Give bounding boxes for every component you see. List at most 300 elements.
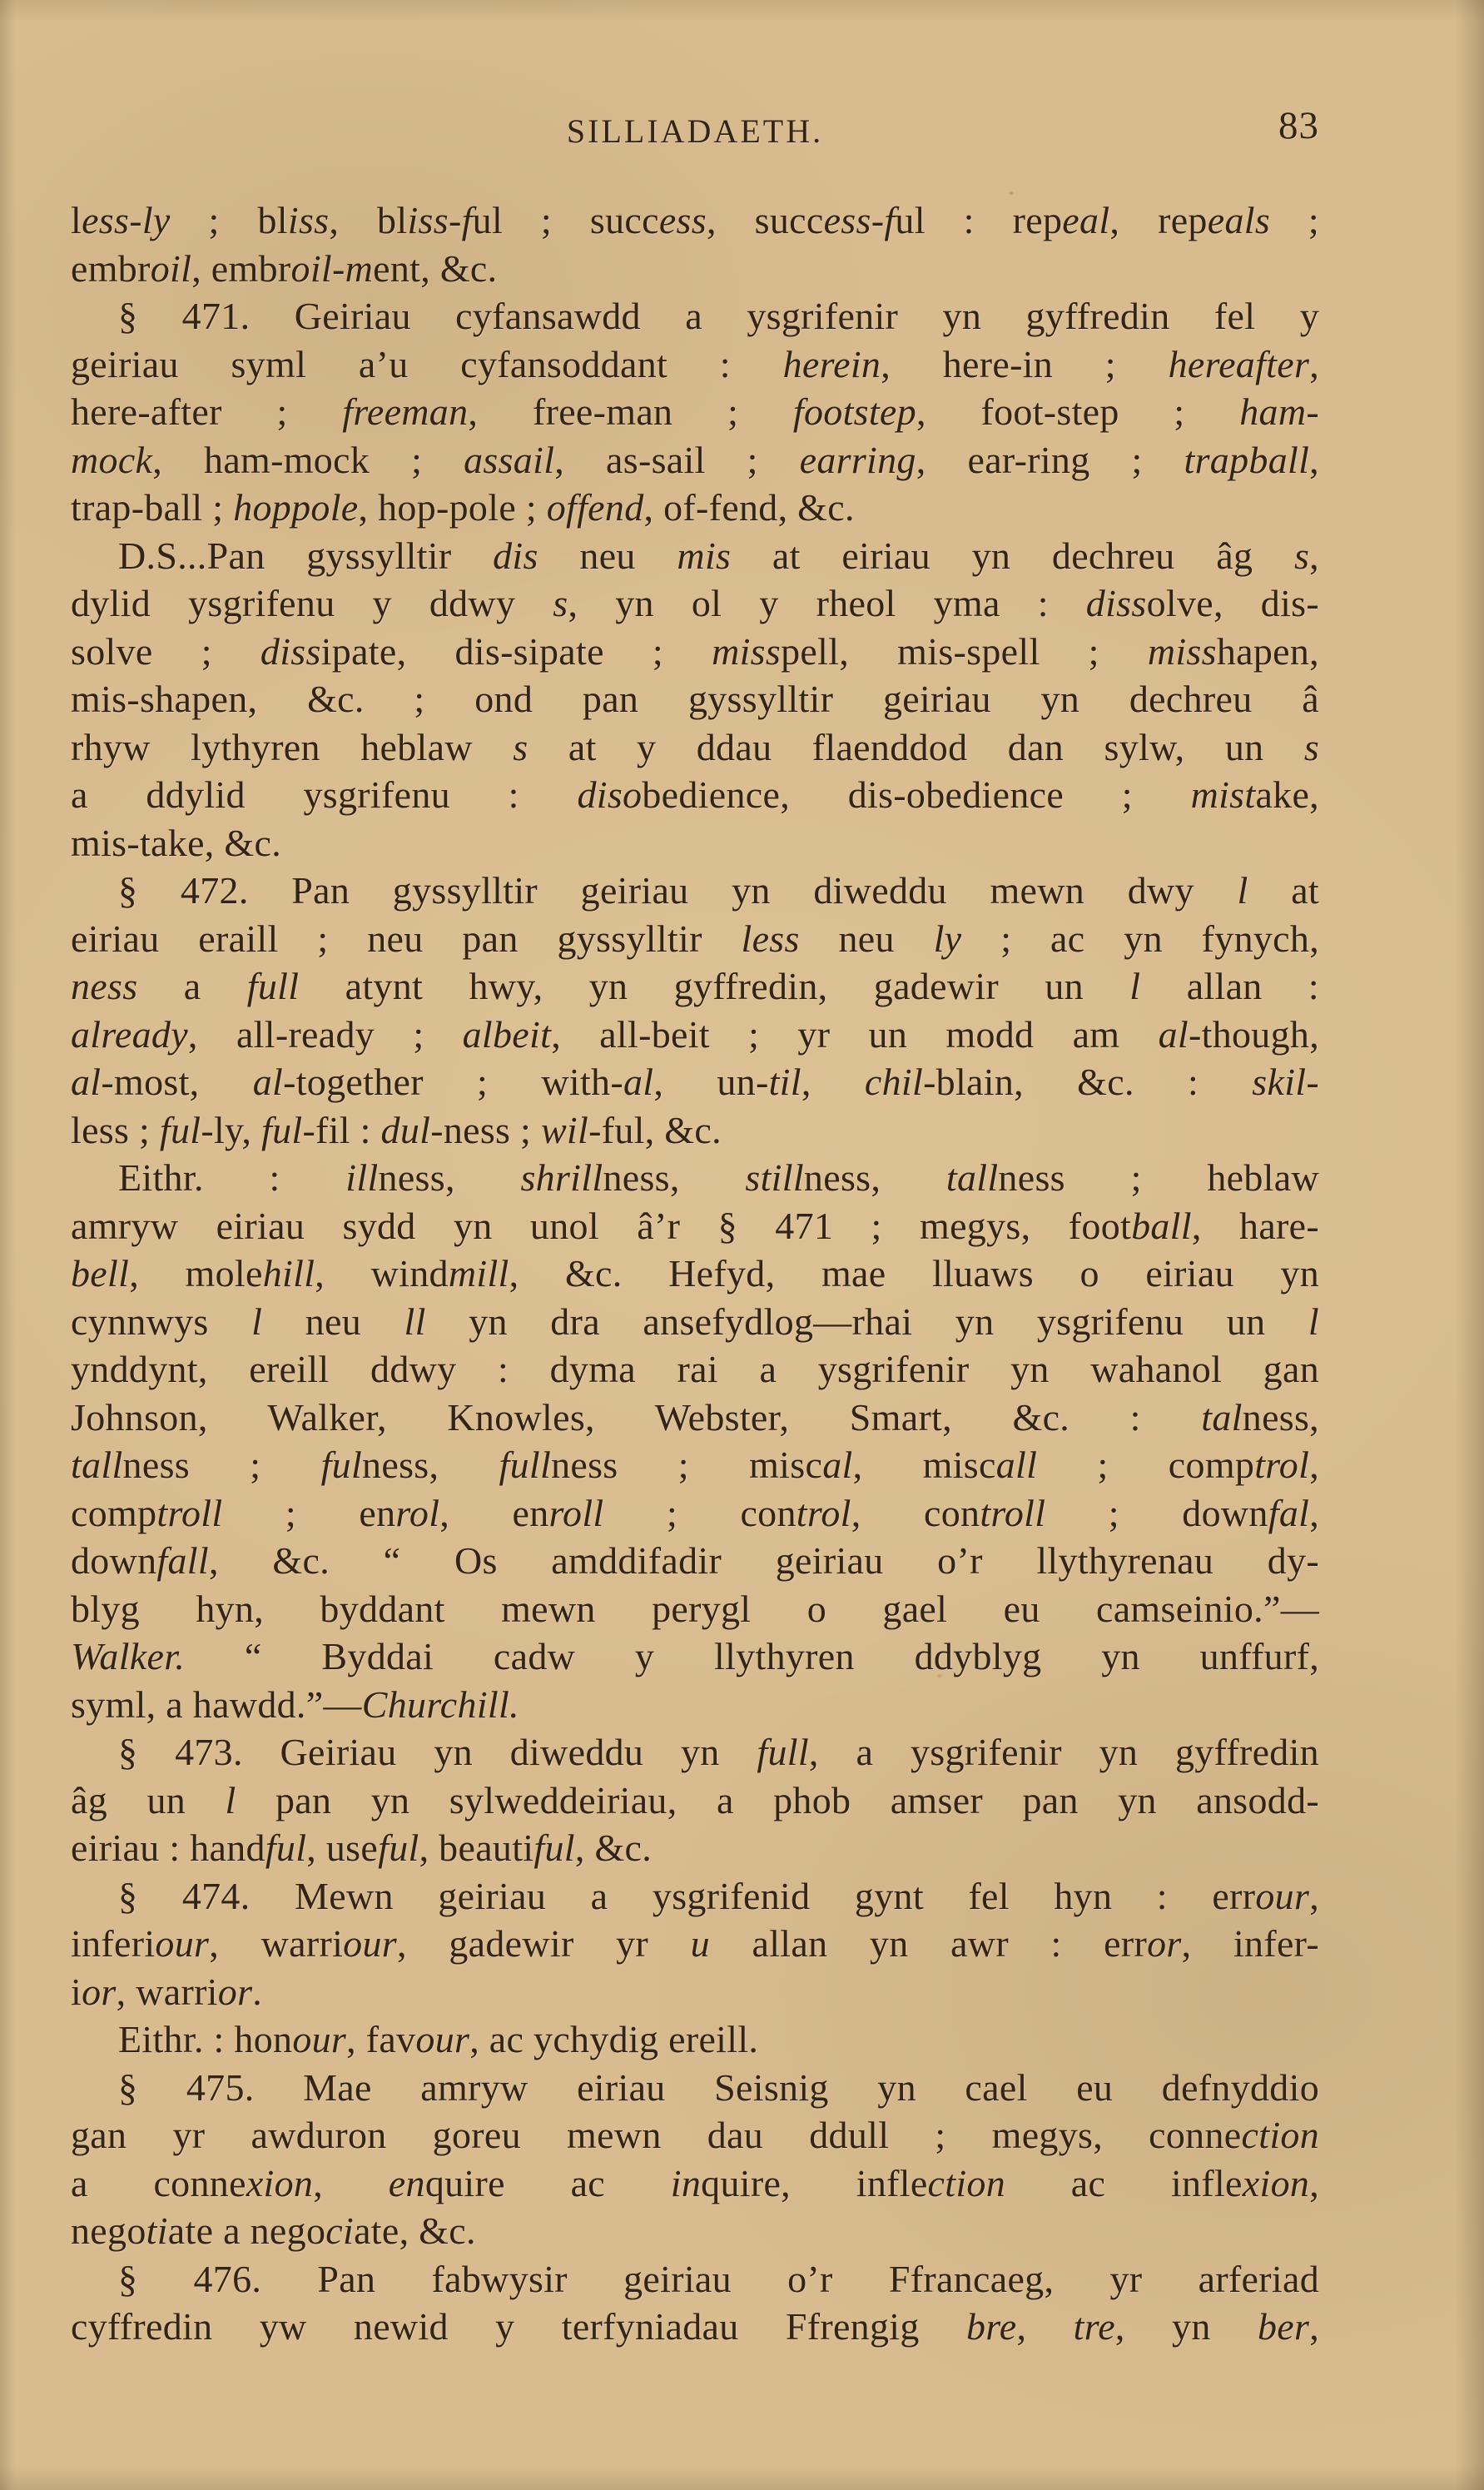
italic-text-segment: eal xyxy=(1062,199,1110,241)
italic-text-segment: s xyxy=(513,725,529,768)
paragraph xyxy=(71,1154,1319,1728)
page-header-title: SILLIADAETH. xyxy=(566,112,824,150)
italic-text-segment: oil xyxy=(150,246,192,290)
text-segment: ness, xyxy=(803,1156,946,1199)
paragraph xyxy=(71,867,1319,1154)
text-segment: comp xyxy=(71,1491,157,1534)
italic-text-segment: chil xyxy=(864,1061,924,1103)
text-segment: -most, xyxy=(101,1061,253,1103)
text-line xyxy=(71,1106,1319,1155)
italic-text-segment: ball xyxy=(1131,1204,1192,1247)
text-segment: , xyxy=(1309,2161,1319,2204)
text-line xyxy=(71,1633,1319,1681)
italic-text-segment: our xyxy=(415,2018,470,2060)
text-segment: . xyxy=(252,1970,263,2013)
italic-text-segment: ly xyxy=(933,917,962,960)
italic-text-segment: miss xyxy=(1147,629,1217,673)
text-segment: trap-ball ; xyxy=(71,486,234,529)
text-segment: a ddylid ysgrifenu : xyxy=(71,773,578,816)
text-segment: geiriau syml a’u cyfansoddant : xyxy=(71,342,783,385)
italic-text-segment: or xyxy=(82,1970,117,2013)
text-segment: “ Byddai cadw y llythyren ddyblyg yn unffurf, xyxy=(185,1635,1319,1677)
italic-text-segment: full xyxy=(499,1444,552,1486)
text-line xyxy=(71,2255,1319,2304)
text-line xyxy=(71,2159,1319,2208)
text-segment: solve ; xyxy=(71,629,261,673)
italic-text-segment: hoppole xyxy=(233,486,359,529)
text-line xyxy=(71,484,1319,532)
italic-text-segment: ful xyxy=(265,1826,307,1869)
text-line xyxy=(71,292,1319,340)
text-segment: ate, &c. xyxy=(354,2209,476,2252)
text-segment: , xyxy=(1309,1444,1319,1486)
italic-text-segment: already xyxy=(71,1012,188,1056)
text-line xyxy=(71,1154,1319,1202)
italic-text-segment: all xyxy=(995,1444,1038,1486)
italic-text-segment: u xyxy=(690,1922,710,1965)
text-line xyxy=(71,2303,1319,2351)
text-line xyxy=(71,2064,1319,2112)
text-segment: ent, &c. xyxy=(373,246,498,290)
text-line xyxy=(71,2015,1319,2064)
italic-text-segment: xion xyxy=(246,2161,314,2204)
text-line xyxy=(71,675,1319,723)
text-segment: - xyxy=(448,199,462,241)
italic-text-segment: trapball xyxy=(1184,438,1310,481)
text-segment: a xyxy=(137,965,247,1007)
text-segment: , a ysgrifenir yn gyffredin xyxy=(808,1731,1319,1773)
italic-text-segment: hereafter xyxy=(1168,342,1310,385)
italic-text-segment: troll xyxy=(980,1491,1046,1534)
text-segment: , of-fend, &c. xyxy=(643,486,855,529)
text-segment: § 474. Mewn geiriau a ysgrifenid gynt fel hyn : err xyxy=(118,1874,1256,1917)
italic-text-segment: al xyxy=(822,1444,853,1486)
text-segment: -blain, &c. : xyxy=(923,1061,1253,1103)
text-segment: , xyxy=(1309,342,1319,385)
paragraph xyxy=(71,196,1319,292)
italic-text-segment: tal xyxy=(1201,1395,1243,1439)
text-segment: pan yn sylweddeiriau, a phob amser pan yn ansodd- xyxy=(236,1778,1319,1822)
text-segment: - xyxy=(871,199,885,241)
italic-text-segment: footstep xyxy=(792,390,916,433)
text-segment: , misc xyxy=(852,1444,996,1486)
italic-text-segment: skil- xyxy=(1252,1061,1319,1103)
italic-text-segment: ti xyxy=(146,2209,168,2252)
text-segment: , ham-mock ; xyxy=(152,438,464,481)
text-segment: syml, a hawdd.”— xyxy=(71,1682,362,1726)
text-segment: § 472. Pan gyssylltir geiriau yn diweddu mewn dwy xyxy=(118,869,1238,912)
text-segment: , fav xyxy=(346,2018,416,2060)
text-segment: embr xyxy=(71,246,151,290)
text-segment: -ly, xyxy=(201,1108,261,1151)
text-segment: ness, xyxy=(603,1156,746,1199)
text-segment: -ness ; xyxy=(430,1108,541,1151)
text-segment: , hare- xyxy=(1191,1204,1319,1247)
page-number: 83 xyxy=(1278,104,1319,147)
text-segment: mis-take, &c. xyxy=(71,821,281,864)
italic-text-segment: tre xyxy=(1073,2305,1115,2348)
italic-text-segment: ful xyxy=(378,1826,419,1869)
italic-text-segment: oil xyxy=(290,246,332,290)
text-segment: ; xyxy=(1270,199,1320,241)
text-line xyxy=(71,1681,1319,1729)
italic-text-segment: offend xyxy=(546,486,644,529)
italic-text-segment: bell xyxy=(71,1252,130,1295)
italic-text-segment: our xyxy=(155,1922,210,1965)
text-segment: , ac ychydig ereill. xyxy=(469,2018,759,2060)
italic-text-segment: mis xyxy=(677,534,732,577)
italic-text-segment: tall xyxy=(71,1444,123,1486)
text-segment: amryw eiriau sydd yn unol â’r § 471 ; megys, foot xyxy=(71,1204,1132,1247)
text-segment: , xyxy=(313,2161,389,2204)
text-segment: ; ac yn fynych, xyxy=(961,917,1320,960)
italic-text-segment: Churchill. xyxy=(361,1682,519,1726)
text-line xyxy=(71,436,1319,485)
italic-text-segment: albeit xyxy=(462,1012,552,1056)
text-segment: , yn xyxy=(1114,2305,1258,2348)
italic-text-segment: iss xyxy=(407,199,449,241)
paragraph xyxy=(71,292,1319,532)
italic-text-segment: ful xyxy=(159,1108,201,1151)
text-segment: , xyxy=(801,1061,865,1103)
italic-text-segment: bre xyxy=(965,2305,1017,2348)
text-segment: l xyxy=(71,199,82,241)
italic-text-segment: shrill xyxy=(520,1156,603,1199)
text-line xyxy=(71,867,1319,915)
text-segment: ynddynt, ereill ddwy : dyma rai a ysgrifenir yn wahanol gan xyxy=(71,1348,1319,1390)
text-segment: , mole xyxy=(129,1252,263,1295)
text-segment: , xyxy=(1309,534,1319,577)
text-segment: , un- xyxy=(653,1061,769,1103)
text-segment: , ear-ring ; xyxy=(916,438,1184,481)
text-segment: ness ; xyxy=(122,1444,321,1486)
text-segment: allan : xyxy=(1140,965,1319,1007)
text-segment: ; con xyxy=(603,1491,797,1534)
text-line xyxy=(71,962,1319,1011)
text-line xyxy=(71,1489,1319,1538)
italic-text-segment: ful xyxy=(320,1444,363,1486)
text-segment: -though, xyxy=(1189,1012,1319,1056)
text-segment: i xyxy=(71,1970,82,2013)
text-segment: , embr xyxy=(191,246,291,290)
text-segment: , use xyxy=(306,1826,379,1869)
italic-text-segment: troll xyxy=(156,1491,223,1534)
text-segment: atynt hwy, yn gyffredin, gadewir un xyxy=(299,965,1130,1007)
text-segment: a conne xyxy=(71,2161,246,2204)
paragraph xyxy=(71,2064,1319,2255)
italic-text-segment: ess xyxy=(823,199,871,241)
italic-text-segment: earring xyxy=(799,438,916,481)
text-segment: ake, xyxy=(1255,773,1319,816)
italic-text-segment: assail xyxy=(464,438,555,481)
paragraph xyxy=(71,1872,1319,2016)
italic-text-segment: ber xyxy=(1257,2305,1310,2348)
text-segment: , foot-step ; xyxy=(916,390,1240,433)
italic-text-segment: mist xyxy=(1190,773,1256,816)
italic-text-segment: or xyxy=(1147,1922,1182,1965)
text-segment: nego xyxy=(71,2209,146,2252)
text-segment: , xyxy=(1309,1491,1320,1534)
text-segment: , hop-pole ; xyxy=(358,486,547,529)
text-segment: eiriau : hand xyxy=(71,1826,266,1869)
text-segment: , en xyxy=(439,1491,549,1534)
text-segment: § 475. Mae amryw eiriau Seisnig yn cael eu defnyddio xyxy=(118,2065,1319,2109)
text-segment: ness, xyxy=(378,1156,521,1199)
text-segment: , con xyxy=(851,1491,980,1534)
text-segment: Eithr. : hon xyxy=(118,2018,293,2060)
text-segment: , all-beit ; yr un modd am xyxy=(551,1012,1159,1056)
text-segment: , wind xyxy=(315,1252,449,1295)
italic-text-segment: f xyxy=(884,199,896,241)
text-segment: at y ddau flaenddod dan sylw, un xyxy=(528,725,1304,768)
italic-text-segment: s xyxy=(1293,534,1310,577)
text-segment: ipate, dis-sipate ; xyxy=(320,629,712,673)
italic-text-segment: ham- xyxy=(1239,390,1319,433)
text-segment: neu xyxy=(538,534,677,577)
italic-text-segment: iss xyxy=(287,199,330,241)
italic-text-segment: ction xyxy=(1241,2114,1319,2156)
text-segment: , yn ol y rheol yma : xyxy=(568,582,1086,624)
italic-text-segment: en xyxy=(388,2161,425,2204)
italic-text-segment: l xyxy=(1129,965,1141,1007)
text-segment: , warri xyxy=(116,1970,218,2013)
italic-text-segment: mock xyxy=(71,438,153,481)
text-line xyxy=(71,819,1319,867)
text-segment: hapen, xyxy=(1216,629,1319,673)
text-line xyxy=(71,388,1319,436)
text-segment: at eiriau yn dechreu âg xyxy=(731,534,1294,577)
italic-text-segment: Walker. xyxy=(71,1635,186,1677)
text-segment: -ful, &c. xyxy=(588,1108,722,1151)
text-segment: quire, infle xyxy=(701,2161,928,2204)
text-segment: at xyxy=(1248,869,1319,912)
text-block xyxy=(71,196,1319,2351)
text-line xyxy=(71,532,1319,580)
italic-text-segment: ly xyxy=(141,199,171,241)
text-line xyxy=(71,1058,1319,1106)
italic-text-segment: still xyxy=(745,1156,804,1199)
text-segment: less ; xyxy=(71,1108,160,1151)
text-line xyxy=(71,1298,1319,1346)
text-segment: -together ; with- xyxy=(283,1061,623,1103)
text-segment: , free-man ; xyxy=(468,390,793,433)
text-segment: inferi xyxy=(71,1922,156,1965)
italic-text-segment: xion xyxy=(1242,2161,1310,2204)
text-segment: , xyxy=(1309,438,1319,481)
italic-text-segment: our xyxy=(1255,1874,1310,1917)
italic-text-segment: m xyxy=(345,246,374,290)
text-segment: - xyxy=(129,199,142,241)
text-segment: yn dra ansefydlog—rhai yn ysgrifenu un xyxy=(425,1300,1308,1343)
italic-text-segment: miss xyxy=(712,629,782,673)
text-segment: gan yr awduron goreu mewn dau ddull ; megys, conne xyxy=(71,2114,1242,2156)
paragraph xyxy=(71,1728,1319,1872)
text-segment: mis-shapen, &c. ; ond pan gyssylltir geiriau yn dechreu â xyxy=(71,678,1319,720)
italic-text-segment: al xyxy=(1158,1012,1189,1056)
italic-text-segment: in xyxy=(670,2161,702,2204)
text-segment: down xyxy=(71,1539,157,1582)
text-segment: ul ; succ xyxy=(472,199,659,241)
text-segment: , xyxy=(1016,2305,1074,2348)
italic-text-segment: fall xyxy=(156,1539,209,1582)
italic-text-segment: al xyxy=(71,1061,102,1103)
text-segment: , bl xyxy=(329,199,408,241)
text-line xyxy=(71,1537,1319,1585)
text-segment: , rep xyxy=(1109,199,1208,241)
italic-text-segment: diss xyxy=(260,629,321,673)
text-line xyxy=(71,1394,1319,1442)
text-line xyxy=(71,628,1319,676)
italic-text-segment: l xyxy=(225,1778,236,1822)
text-segment: , xyxy=(1309,2305,1319,2348)
text-line xyxy=(71,245,1319,293)
text-line xyxy=(71,2111,1319,2159)
italic-text-segment: our xyxy=(292,2018,347,2060)
text-segment: , warri xyxy=(209,1922,344,1965)
italic-text-segment: hill xyxy=(262,1252,315,1295)
text-segment: , &c. “ Os amddifadir geiriau o’r llythyrenau dy- xyxy=(208,1539,1319,1582)
italic-text-segment: ll xyxy=(404,1300,426,1343)
italic-text-segment: l xyxy=(1308,1300,1319,1343)
italic-text-segment: ill xyxy=(345,1156,379,1199)
text-segment: bedience, dis-obedience ; xyxy=(642,773,1191,816)
text-segment: dylid ysgrifenu y ddwy xyxy=(71,582,553,624)
text-line xyxy=(71,1920,1319,1968)
text-segment: Johnson, Walker, Knowles, Webster, Smart, &c. : xyxy=(71,1395,1202,1439)
italic-text-segment: ess xyxy=(82,199,130,241)
text-line xyxy=(71,915,1319,963)
text-segment: quire ac xyxy=(424,2161,671,2204)
italic-text-segment: freeman xyxy=(342,390,469,433)
text-segment: , beauti xyxy=(419,1826,534,1869)
text-segment: âg un xyxy=(71,1778,226,1822)
italic-text-segment: or xyxy=(217,1970,253,2013)
italic-text-segment: tall xyxy=(945,1156,999,1199)
text-line xyxy=(71,1728,1319,1777)
italic-text-segment: fal xyxy=(1268,1491,1310,1534)
italic-text-segment: diso xyxy=(577,773,643,816)
text-segment: ness, xyxy=(362,1444,499,1486)
text-line xyxy=(71,1872,1319,1921)
italic-text-segment: our xyxy=(343,1922,397,1965)
text-segment: , all-ready ; xyxy=(187,1012,463,1056)
text-segment: , here-in ; xyxy=(881,342,1169,385)
text-line xyxy=(71,1585,1319,1633)
text-segment: blyg hyn, byddant mewn perygl o gael eu camseinio.”— xyxy=(71,1587,1319,1630)
text-segment: , as-sail ; xyxy=(554,438,800,481)
text-segment: ; bl xyxy=(170,199,288,241)
text-segment: eiriau eraill ; neu pan gyssylltir xyxy=(71,917,742,960)
text-segment: Eithr. : xyxy=(118,1156,346,1199)
text-line xyxy=(71,1345,1319,1394)
italic-text-segment: eals xyxy=(1207,199,1271,241)
text-segment: -fil : xyxy=(302,1108,381,1151)
italic-text-segment: al xyxy=(623,1061,654,1103)
italic-text-segment: l xyxy=(1237,869,1248,912)
italic-text-segment: til xyxy=(768,1061,802,1103)
italic-text-segment: ci xyxy=(325,2209,355,2252)
text-segment: ul : rep xyxy=(895,199,1063,241)
text-line xyxy=(71,1011,1319,1059)
text-segment: , gadewir yr xyxy=(396,1922,691,1965)
text-segment: ate a nego xyxy=(167,2209,326,2252)
text-segment: - xyxy=(331,246,345,290)
text-segment: here-after ; xyxy=(71,390,343,433)
text-segment: § 476. Pan fabwysir geiriau o’r Ffrancaeg, yr arferiad xyxy=(118,2257,1319,2300)
text-line xyxy=(71,1777,1319,1825)
italic-text-segment: full xyxy=(757,1731,809,1773)
italic-text-segment: ess xyxy=(658,199,707,241)
italic-text-segment: mill xyxy=(448,1252,509,1295)
text-line xyxy=(71,1250,1319,1298)
paragraph xyxy=(71,2255,1319,2351)
italic-text-segment: ful xyxy=(534,1826,575,1869)
italic-text-segment: f xyxy=(461,199,473,241)
text-segment: , &c. Hefyd, mae lluaws o eiriau yn xyxy=(509,1252,1319,1295)
text-segment: ; en xyxy=(222,1491,396,1534)
text-line xyxy=(71,1202,1319,1250)
italic-text-segment: s xyxy=(553,582,568,624)
text-segment: ness ; misc xyxy=(551,1444,823,1486)
text-segment: olve, dis- xyxy=(1146,582,1319,624)
italic-text-segment: roll xyxy=(548,1491,604,1534)
text-line xyxy=(71,196,1319,245)
text-segment: allan yn awr : err xyxy=(709,1922,1148,1965)
paragraph xyxy=(71,2015,1319,2064)
text-segment: , &c. xyxy=(574,1826,653,1869)
text-line xyxy=(71,340,1319,389)
text-segment: § 473. Geiriau yn diweddu yn xyxy=(118,1731,757,1773)
italic-text-segment: rol xyxy=(395,1491,440,1534)
italic-text-segment: wil xyxy=(540,1108,589,1151)
italic-text-segment: ful xyxy=(261,1108,303,1151)
text-segment: ; comp xyxy=(1037,1444,1255,1486)
italic-text-segment: diss xyxy=(1085,582,1147,624)
paragraph xyxy=(71,532,1319,867)
italic-text-segment: ness xyxy=(71,965,138,1007)
text-segment: cyffredin yw newid y terfyniadau Ffrengig xyxy=(71,2305,966,2348)
text-segment: rhyw lythyren heblaw xyxy=(71,725,514,768)
text-segment: § 471. Geiriau cyfansawdd a ysgrifenir yn gyffredin fel y xyxy=(118,295,1319,337)
text-segment: pell, mis-spell ; xyxy=(781,629,1148,673)
text-segment: ness ; heblaw xyxy=(998,1156,1320,1199)
text-segment: cynnwys xyxy=(71,1300,252,1343)
italic-text-segment: ction xyxy=(927,2161,1006,2204)
text-segment: D.S...Pan gyssylltir xyxy=(118,534,494,577)
italic-text-segment: l xyxy=(251,1300,263,1343)
italic-text-segment: s xyxy=(1303,725,1320,768)
text-segment: , succ xyxy=(706,199,824,241)
text-segment: , infer- xyxy=(1181,1922,1319,1965)
text-line xyxy=(71,771,1319,819)
italic-text-segment: dul xyxy=(380,1108,431,1151)
italic-text-segment: full xyxy=(246,965,300,1007)
text-line xyxy=(71,1968,1319,2016)
text-segment: neu xyxy=(262,1300,405,1343)
text-line xyxy=(71,1441,1319,1489)
text-line xyxy=(71,2207,1319,2255)
italic-text-segment: trol xyxy=(1254,1444,1310,1486)
text-segment: ac infle xyxy=(1005,2161,1243,2204)
text-line xyxy=(71,579,1319,628)
text-segment: neu xyxy=(799,917,934,960)
italic-text-segment: less xyxy=(741,917,800,960)
italic-text-segment: dis xyxy=(493,534,539,577)
italic-text-segment: herein xyxy=(782,342,881,385)
text-segment: ness, xyxy=(1242,1395,1319,1439)
text-segment: ; down xyxy=(1045,1491,1268,1534)
italic-text-segment: trol xyxy=(796,1491,851,1534)
